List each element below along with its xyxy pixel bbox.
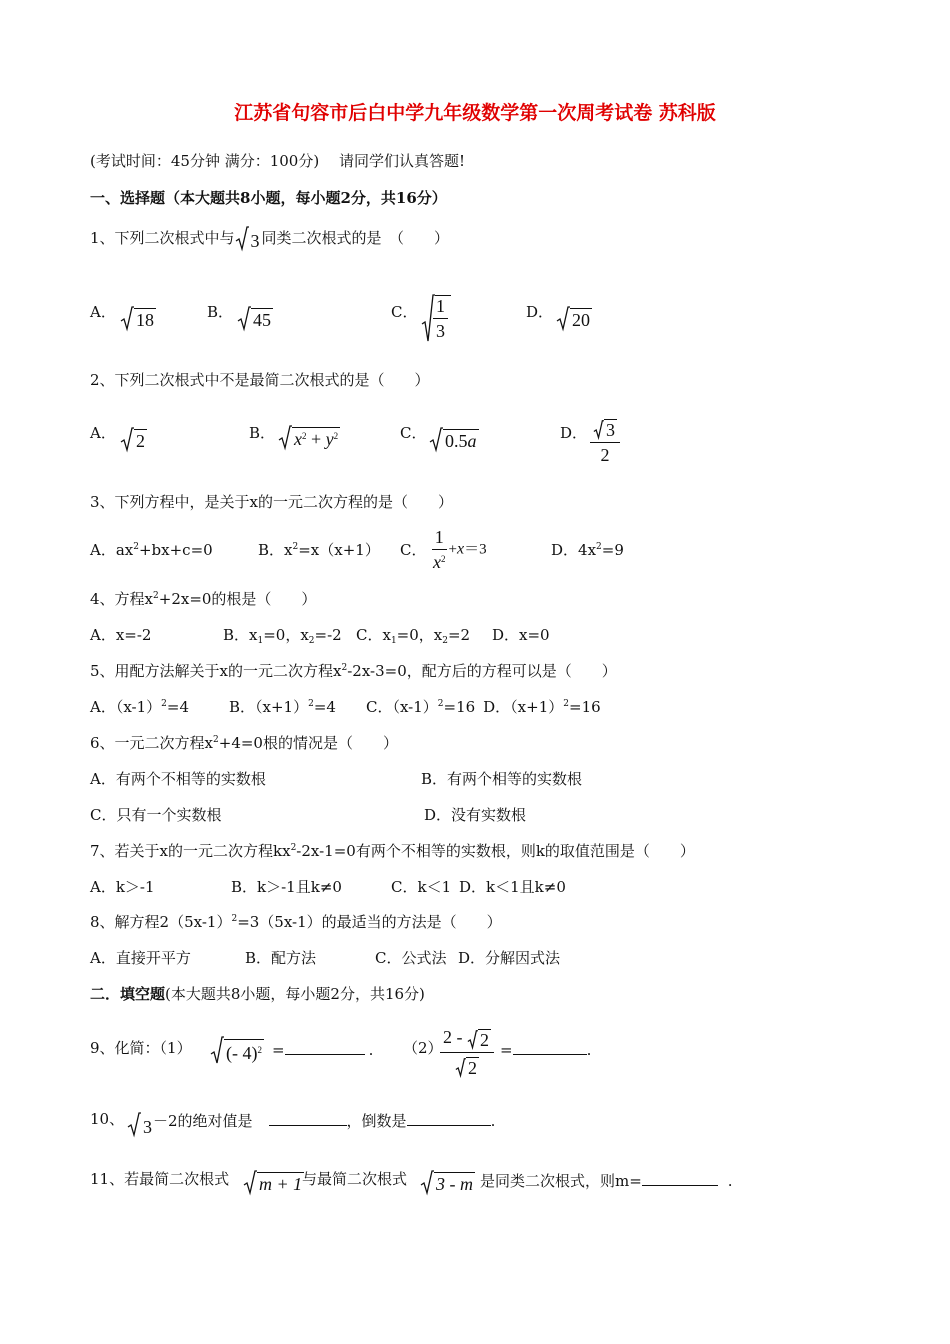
radical-expression (235, 226, 262, 252)
option-text: =9 (601, 541, 624, 559)
variable-y: y (325, 429, 334, 449)
q2-option-c-label: C． (400, 424, 427, 442)
section-2-heading (90, 984, 425, 1004)
radicand: 45 (253, 310, 271, 330)
radicand: 2 (480, 1030, 489, 1051)
option-text: =4 (313, 698, 336, 716)
denominator: 3 (436, 321, 445, 341)
question-1-stem-end: 同类二次根式的是 （ ） (261, 229, 450, 247)
period: . (490, 1112, 496, 1130)
option-text: C．（x-1） (365, 698, 438, 716)
coefficient: 0.5 (445, 431, 468, 451)
q8-option-b: B．配方法 (245, 949, 317, 967)
radicand: 3 (606, 420, 615, 441)
subscript: 1 (390, 636, 397, 646)
option-text: A．（x-1） (90, 698, 162, 716)
radical-sign-icon (556, 306, 570, 332)
variable-x: x (294, 429, 302, 449)
q7-option-b: B．k＞-1且k≠0 (231, 878, 342, 896)
option-text: =4 (166, 698, 189, 716)
question-1 (90, 226, 449, 252)
q9-part-1-answer (272, 1038, 373, 1060)
equals-sign: = (272, 1041, 285, 1059)
answer-blank[interactable] (642, 1169, 718, 1186)
subscript: 1 (257, 636, 264, 646)
q3-option-b (258, 540, 380, 560)
question-text: 是同类二次根式，则m= (480, 1172, 642, 1190)
q4-option-b (223, 625, 342, 645)
plus-sign: + (448, 541, 457, 558)
answer-blank[interactable] (285, 1038, 365, 1055)
q1-option-b-label: B． (207, 303, 234, 321)
q7-option-c: C．k＜1 (391, 878, 452, 896)
question-text: -2x-1=0有两个不相等的实数根，则k的取值范围是（ ） (296, 842, 695, 860)
question-4 (90, 589, 316, 609)
question-7 (90, 841, 695, 861)
q3-option-c (430, 527, 487, 572)
question-text: 4、方程x (90, 590, 154, 608)
exponent: 2 (231, 914, 238, 924)
radicand: 20 (572, 310, 590, 330)
q2-option-a (120, 427, 147, 453)
q3-option-d (551, 540, 624, 560)
q7-option-a: A．k＞-1 (90, 878, 155, 896)
radical-sign-icon (210, 1036, 224, 1066)
radical-sign-icon (243, 1170, 257, 1196)
q1-option-a (120, 306, 156, 332)
q7-option-d: D．k＜1且k≠0 (459, 878, 566, 896)
q11-radical-2 (420, 1170, 475, 1196)
exponent: 2 (308, 699, 314, 709)
radicand: (- 4) (226, 1043, 258, 1063)
equals-sign: = (500, 1041, 513, 1059)
radical-sign-icon (237, 306, 251, 332)
q1-option-b (237, 306, 273, 332)
radical-sign-icon (120, 306, 134, 332)
q4-option-d: D．x=0 (492, 626, 550, 644)
exponent: 2 (133, 542, 139, 552)
question-text: +2x=0的根是（ ） (158, 590, 317, 608)
exponent: 2 (161, 699, 167, 709)
question-2: 2、下列二次根式中不是最简二次根式的是（ ） (90, 371, 430, 389)
question-1-stem-start: 1、下列二次根式中与 (90, 229, 235, 247)
exponent: 2 (333, 431, 339, 441)
question-text: +4=0根的情况是（ ） (218, 734, 398, 752)
numerator-text: 2 - (443, 1027, 467, 1047)
q5-option-c (366, 698, 475, 716)
radical-sign-icon (467, 1030, 478, 1050)
q9-part-2-expression (440, 1027, 494, 1078)
radical-sign-icon (235, 226, 249, 252)
question-text: =3（5x-1）的最适当的方法是（ ） (237, 913, 502, 931)
q1-option-c-label: C． (391, 303, 418, 321)
exam-info: (考试时间：45分钟 满分：100分) 请同学们认真答题! (90, 152, 465, 170)
option-text: =0，x (396, 626, 443, 644)
exponent: 2 (257, 1045, 262, 1055)
option-text: =16 (569, 698, 601, 716)
question-text: 5、用配方法解关于x的一元二次方程x (90, 662, 342, 680)
answer-blank[interactable] (269, 1109, 347, 1126)
exponent: 2 (302, 431, 307, 441)
q9-part-2-label: （2） (403, 1039, 443, 1057)
exponent: 2 (563, 699, 569, 709)
period: . (368, 1041, 374, 1059)
question-8 (90, 912, 502, 932)
period: . (586, 1041, 592, 1059)
q8-option-a: A．直接开平方 (90, 949, 191, 967)
radical-sign-icon (120, 427, 134, 453)
exponent: 2 (153, 591, 159, 601)
section-2-title: 二．填空题 (90, 985, 166, 1003)
option-text: =-2 (314, 626, 342, 644)
option-text: =x（x+1） (298, 541, 380, 559)
option-text: =0，x (263, 626, 309, 644)
radicand: 3 (143, 1117, 152, 1137)
q11-radical-1 (243, 1170, 304, 1196)
q11-prefix: 11、若最简二次根式 (90, 1170, 230, 1188)
section-2-note: (本大题共8小题，每小题2分，共16分) (165, 985, 425, 1003)
q3-option-a (90, 540, 213, 560)
option-text: =16 (443, 698, 476, 716)
option-text: B．x (258, 541, 293, 559)
subscript: 2 (308, 636, 315, 646)
q2-option-d-label: D． (560, 424, 588, 442)
option-text: A．ax (90, 541, 134, 559)
radicand: m + 1 (259, 1174, 303, 1194)
q9-prefix: 9、化简：（1） (90, 1039, 192, 1057)
question-text: 7、若关于x的一元二次方程kx (90, 842, 291, 860)
radical-sign-icon (455, 1058, 466, 1078)
q1-option-a-label: A． (90, 303, 116, 321)
exponent: 2 (213, 735, 219, 745)
radical-sign-icon (420, 1170, 434, 1196)
radicand: 2 (136, 431, 145, 451)
answer-blank[interactable] (513, 1038, 587, 1055)
plus-sign: + (306, 429, 326, 449)
q10-prefix: 10、 (90, 1110, 125, 1128)
exponent: 2 (290, 843, 297, 853)
variable-x: x (456, 540, 465, 558)
option-text: D．（x+1） (483, 698, 564, 716)
exponent: 2 (437, 699, 444, 709)
q2-option-b (278, 425, 340, 451)
radical-sign-icon (278, 425, 292, 451)
q5-option-a (90, 698, 189, 716)
q4-option-c (356, 625, 470, 645)
numerator: 1 (433, 296, 448, 319)
question-text: ，倒数是 (346, 1112, 407, 1130)
q2-option-d (590, 417, 620, 465)
section-1-heading: 一、选择题（本大题共8小题，每小题2分，共16分） (90, 189, 447, 207)
numerator: 1 (432, 527, 447, 550)
q1-option-d (556, 306, 592, 332)
q5-option-d (483, 698, 601, 716)
question-3: 3、下列方程中，是关于x的一元二次方程的是（ ） (90, 493, 454, 511)
radicand: 3 (250, 231, 260, 251)
q3-option-c-label: C． (400, 541, 427, 559)
question-text: －2的绝对值是 (153, 1112, 253, 1130)
q1-option-d-label: D． (526, 303, 554, 321)
exponent: 2 (292, 542, 299, 552)
q9-part-2-answer (500, 1038, 591, 1060)
exponent: 2 (441, 554, 446, 564)
question-5 (90, 661, 617, 681)
option-text: B．（x+1） (229, 698, 309, 716)
radical-sign-icon (127, 1112, 141, 1138)
q10-radical (127, 1112, 154, 1138)
radical-sign-icon (593, 420, 604, 440)
question-text: 8、解方程2（5x-1） (90, 913, 232, 931)
q5-option-b (229, 698, 336, 716)
option-text: D．4x (551, 541, 597, 559)
question-6 (90, 733, 398, 753)
option-text: +bx+c=0 (138, 541, 213, 559)
q2-option-a-label: A． (90, 424, 116, 442)
q10-question (153, 1109, 495, 1131)
equals-three: ＝3 (464, 541, 487, 558)
q9-part-1-expression (210, 1036, 264, 1066)
question-text: -2x-3=0，配方后的方程可以是（ ） (347, 662, 617, 680)
subscript: 2 (442, 636, 448, 646)
q6-option-a: A．有两个不相等的实数根 (90, 770, 266, 788)
exponent: 2 (341, 663, 348, 673)
q8-option-c: C．公式法 (375, 949, 447, 967)
question-text: 6、一元二次方程x (90, 734, 214, 752)
option-text: C．x (356, 626, 391, 644)
radicand: 3 - m (436, 1174, 473, 1194)
radical-sign-icon (429, 427, 443, 453)
option-text: =2 (447, 626, 471, 644)
q2-option-c (429, 427, 479, 453)
q2-option-b-label: B． (249, 424, 276, 442)
answer-blank[interactable] (407, 1109, 491, 1126)
q5-options (90, 697, 601, 717)
radicand: 18 (136, 310, 154, 330)
page-title: 江苏省句容市后白中学九年级数学第一次周考试卷 苏科版 (234, 102, 716, 124)
variable-x: x (433, 552, 441, 572)
q8-option-d: D．分解因式法 (458, 949, 561, 967)
q11-end (480, 1169, 733, 1191)
q4-option-a: A．x=-2 (90, 626, 152, 644)
q6-option-b: B．有两个相等的实数根 (421, 770, 583, 788)
radicand: 2 (468, 1058, 477, 1079)
q6-option-d: D．没有实数根 (424, 806, 527, 824)
variable-a: a (467, 431, 477, 451)
q6-option-c: C．只有一个实数根 (90, 806, 222, 824)
option-text: B．x (223, 626, 258, 644)
q11-middle: 与最简二次根式 (302, 1170, 408, 1188)
denominator: 2 (600, 445, 610, 466)
exponent: 2 (596, 542, 602, 552)
period: . (727, 1172, 733, 1190)
